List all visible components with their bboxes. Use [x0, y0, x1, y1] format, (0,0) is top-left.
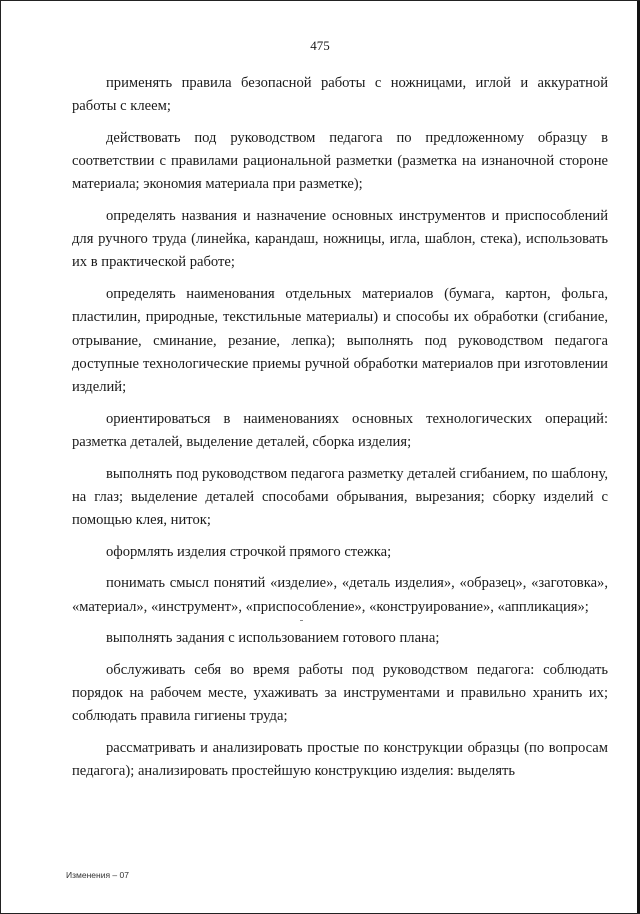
paragraph: обслуживать себя во время работы под руководством педагога: соблюдать порядок на рабочем месте, ухаживать за инструментами и правильно хранить их; соблюдать правила гигиены труда;	[72, 661, 608, 725]
paragraph: ориентироваться в наименованиях основных технологических операций: разметка деталей, выделение деталей, сборка изделия;	[72, 410, 608, 450]
paragraph: действовать под руководством педагога по предложенному образцу в соответствии с правилами рациональной разметки (разметка на изнаночной стороне материала; экономия материала при разметке);	[72, 129, 608, 193]
paragraph: выполнять под руководством педагога разметку деталей сгибанием, по шаблону, на глаз; выделение деталей способами обрывания, вырезания; сборку изделий с помощью клея, ниток;	[72, 465, 608, 528]
paragraph: выполнять задания с использованием готового плана;	[106, 630, 440, 647]
paragraph: понимать смысл понятий «изделие», «деталь изделия», «образец», «заготовка», «материал», «инструмент», «приспособление», «конструирование», «аппликация»;	[72, 575, 608, 615]
scan-speck	[300, 620, 303, 621]
page-number: 475	[310, 38, 330, 53]
paragraph: оформлять изделия строчкой прямого стежка;	[106, 543, 392, 560]
paragraph: определять названия и назначение основных инструментов и приспособлений для ручного труда (линейка, карандаш, ножницы, игла, шаблон, стека), использовать их в практической работе;	[72, 208, 608, 271]
paragraph: применять правила безопасной работы с ножницами, иглой и аккуратной работы с клеем;	[72, 75, 608, 115]
paragraph: рассматривать и анализировать простые по конструкции образцы (по вопросам педагога); анализировать простейшую конструкцию изделия: выделять	[72, 740, 608, 780]
paragraph: определять наименования отдельных материалов (бумага, картон, фольга, пластилин, природные, текстильные материалы) и способы их обработки (сгибание, отрывание, сминание, резание, лепка); выполнять под руководством педагога доступные технологические приемы ручной обработки материалов при изготовлении изделий;	[72, 286, 608, 395]
document-body	[72, 72, 608, 792]
footer-note: Изменения – 07	[66, 870, 129, 880]
